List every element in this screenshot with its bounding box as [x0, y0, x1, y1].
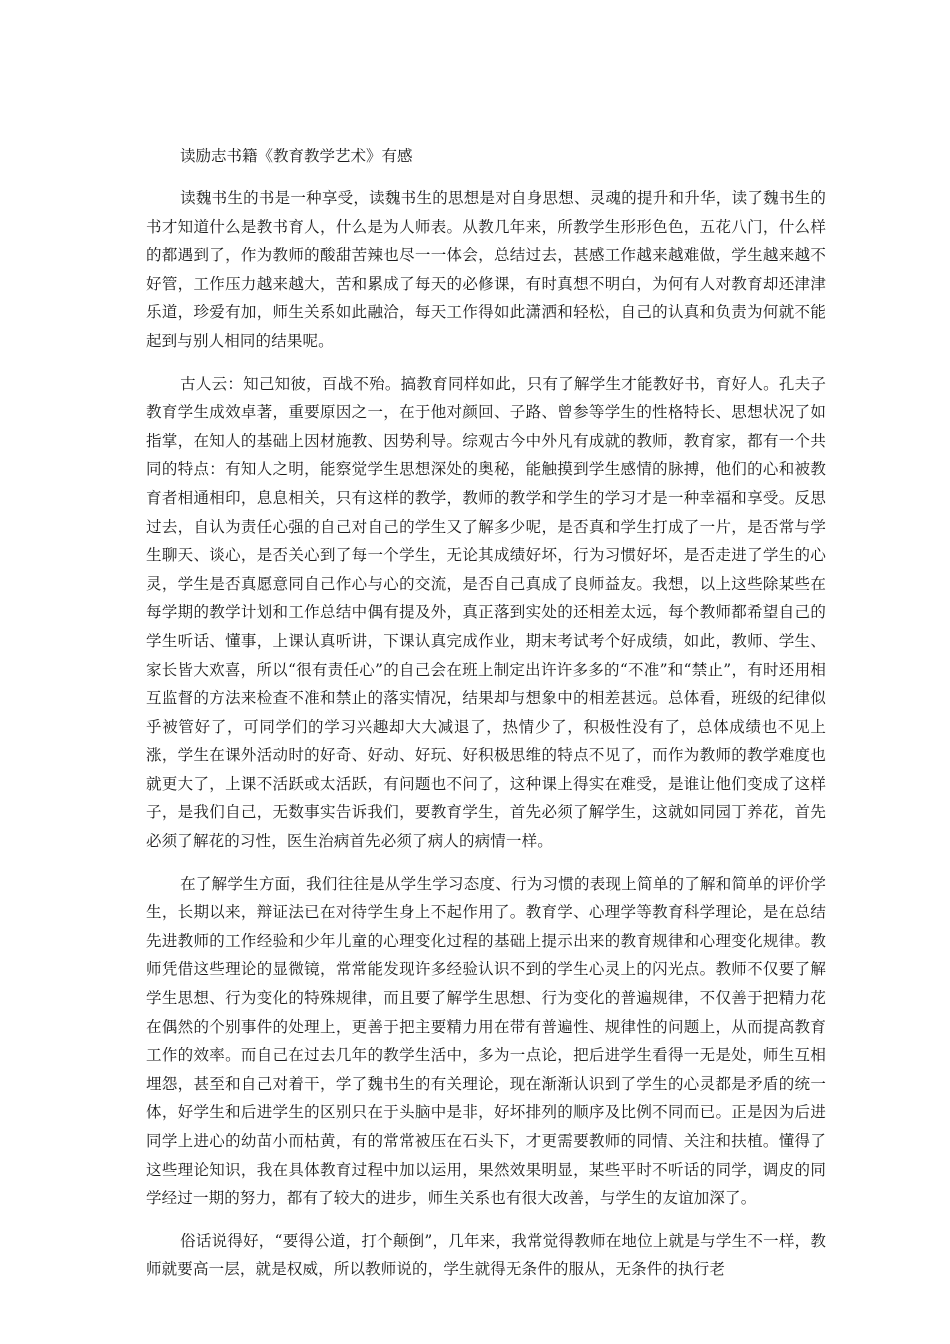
paragraph-2: 古人云：知己知彼，百战不殆。搞教育同样如此，只有了解学生才能教好书，育好人。孔夫子教育学生成效卓著，重要原因之一，在于他对颜回、子路、曾参等学生的性格特长、思想状况了如指掌，在知人的基础上因材施教、因势利导。综观古今中外凡有成就的教师，教育家，都有一个共同的特点：有知人之明，能察觉学生思想深处的奥秘，能触摸到学生感情的脉搏，他们的心和被教育者相通相印，息息相关，只有这样的教学，教师的教学和学生的学习才是一种幸福和享受。反思过去，自认为责任心强的自己对自己的学生又了解多少呢，是否真和学生打成了一片，是否常与学生聊天、谈心，是否关心到了每一个学生，无论其成绩好坏，行为习惯好坏，是否走进了学生的心灵，学生是否真愿意同自己作心与心的交流，是否自己真成了良师益友。我想，以上这些除某些在每学期的教学计划和工作总结中偶有提及外，真正落到实处的还相差太远，每个教师都希望自己的学生听话、懂事，上课认真听讲，下课认真完成作业，期末考试考个好成绩，如此，教师、学生、家长皆大欢喜，所以“很有责任心”的自己会在班上制定出许许多多的“不准”和“禁止”，有时还用相互监督的方法来检查不准和禁止的落实情况，结果却与想象中的相差甚远。总体看，班级的纪律似乎被管好了，可同学们的学习兴趣却大大减退了，热情少了，积极性没有了，总体成绩也不见上涨，学生在课外活动时的好奇、好动、好玩、好积极思维的特点不见了，而作为教师的教学难度也就更大了，上课不活跃或太活跃，有问题也不问了，这种课上得实在难受，是谁让他们变成了这样子，是我们自己，无数事实告诉我们，要教育学生，首先必须了解学生，这就如同园丁养花，首先必须了解花的习性，医生治病首先必须了病人的病情一样。	[146, 374, 826, 851]
paragraph-1: 读魏书生的书是一种享受，读魏书生的思想是对自身思想、灵魂的提升和升华，读了魏书生的书才知道什么是教书育人，什么是为人师表。从教几年来，所教学生形形色色，五花八门，什么样的都遇到了，作为教师的酸甜苦辣也尽一一体会，总结过去，甚感工作越来越难做，学生越来越不好管，工作压力越来越大，苦和累成了每天的必修课，有时真想不明白，为何有人对教育却还津津乐道，珍爱有加，师生关系如此融洽，每天工作得如此潇洒和轻松，自己的认真和负责为何就不能起到与别人相同的结果呢。	[146, 189, 826, 350]
document-page	[146, 142, 826, 1298]
paragraph-4: 俗话说得好，“要得公道，打个颠倒”，几年来，我常觉得教师在地位上就是与学生不一样，教师就要高一层，就是权威，所以教师说的，学生就得无条件的服从，无条件的执行老	[146, 1231, 826, 1279]
document-title: 读励志书籍《教育教学艺术》有感	[180, 147, 413, 165]
paragraph-3: 在了解学生方面，我们往往是从学生学习态度、行为习惯的表现上简单的了解和简单的评价学生，长期以来，辩证法已在对待学生身上不起作用了。教育学、心理学等教育科学理论，是在总结先进教师的工作经验和少年儿童的心理变化过程的基础上提示出来的教育规律和心理变化规律。教师凭借这些理论的显微镜，常常能发现许多经验认识不到的学生心灵上的闪光点。教师不仅要了解学生思想、行为变化的特殊规律，而且要了解学生思想、行为变化的普遍规律，不仅善于把精力花在偶然的个别事件的处理上，更善于把主要精力用在带有普遍性、规律性的问题上，从而提高教育工作的效率。而自己在过去几年的教学生活中，多为一点论，把后进学生看得一无是处，师生互相埋怨，甚至和自己对着干，学了魏书生的有关理论，现在渐渐认识到了学生的心灵都是矛盾的统一体，好学生和后进学生的区别只在于头脑中是非，好坏排列的顺序及比例不同而已。正是因为后进同学上进心的幼苗小而枯黄，有的常常被压在石头下，才更需要教师的同情、关注和扶植。懂得了这些理论知识，我在具体教育过程中加以运用，果然效果明显，某些平时不听话的同学，调皮的同学经过一期的努力，都有了较大的进步，师生关系也有很大改善，与学生的友谊加深了。	[146, 874, 826, 1208]
